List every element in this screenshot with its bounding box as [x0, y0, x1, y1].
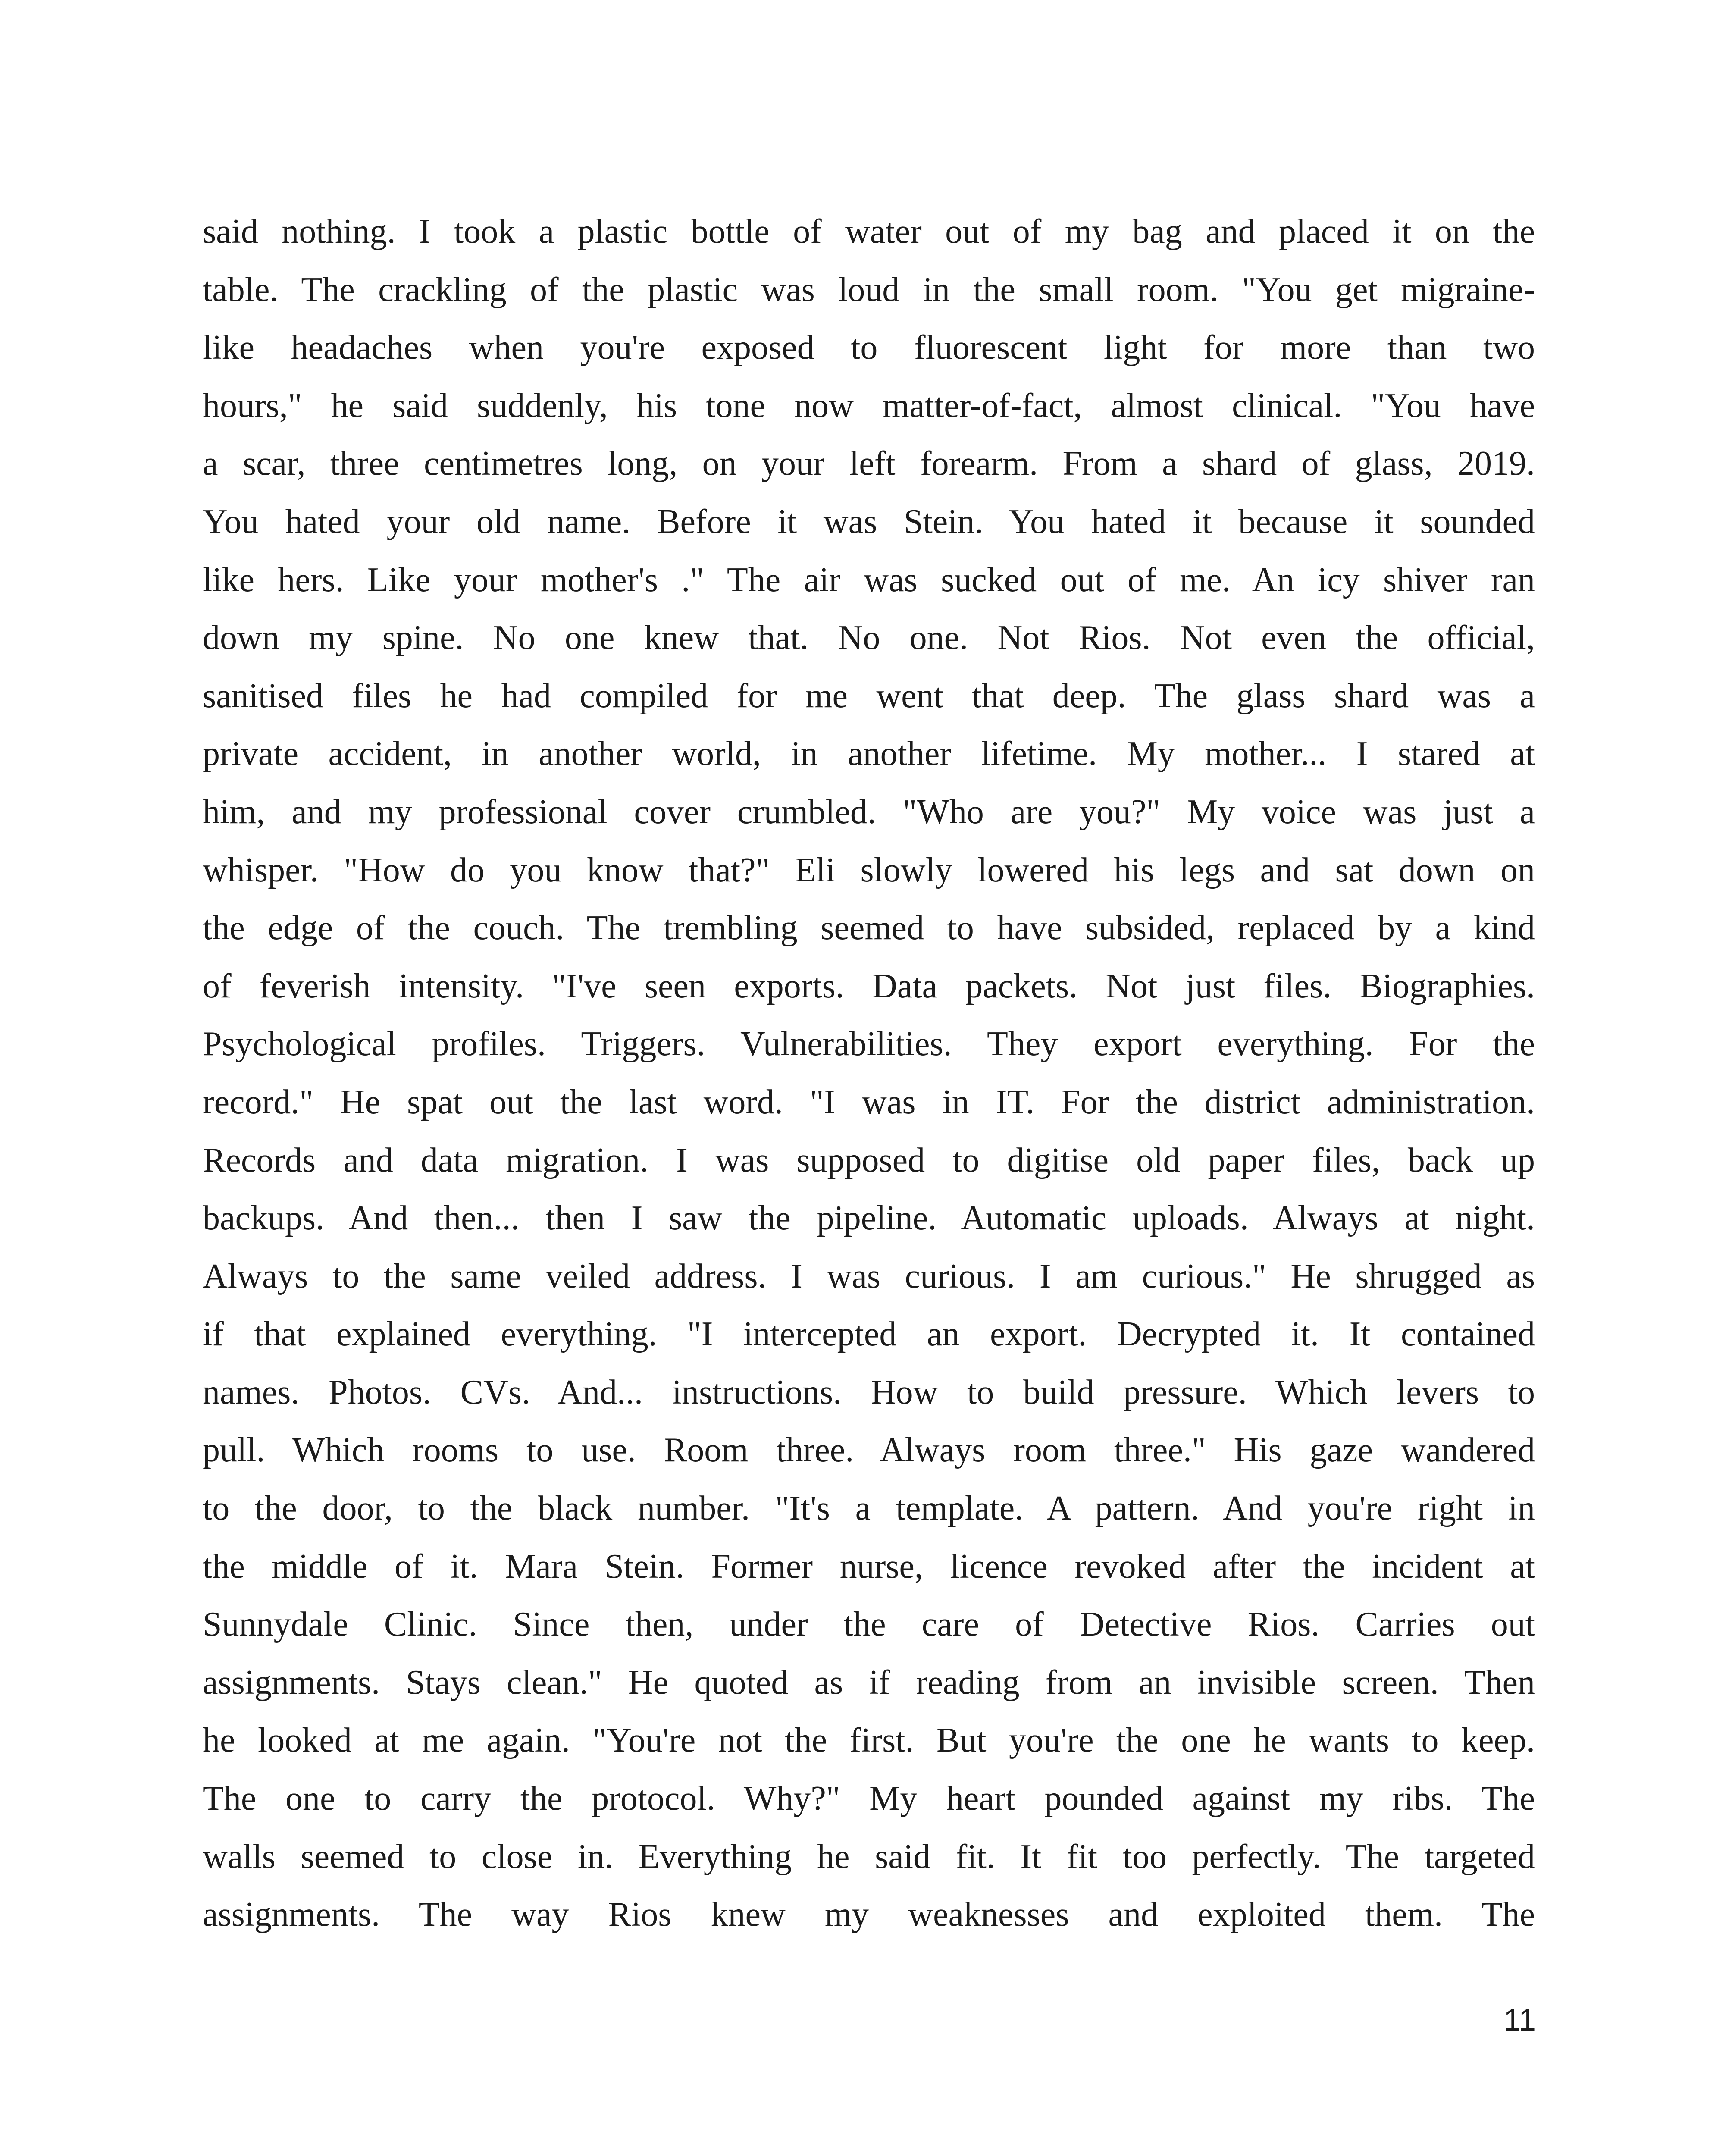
text-line: down my spine. No one knew that. No one. Not Rios. Not even the official, [203, 619, 1535, 657]
text-line: hours," he said suddenly, his tone now matter-of-fact, almost clinical. "You have [203, 386, 1535, 425]
text-line: Records and data migration. I was supposed to digitise old paper files, back up [203, 1141, 1535, 1179]
text-line: the middle of it. Mara Stein. Former nurse, licence revoked after the incident at [203, 1547, 1535, 1586]
page-number: 11 [1503, 2003, 1536, 2037]
text-line: private accident, in another world, in another lifetime. My mother... I stared at [203, 735, 1535, 773]
text-line: record." He spat out the last word. "I was in IT. For the district administration. [203, 1083, 1535, 1121]
text-line: assignments. Stays clean." He quoted as if reading from an invisible screen. Then [203, 1663, 1535, 1702]
text-line: Psychological profiles. Triggers. Vulnerabilities. They export everything. For the [203, 1025, 1535, 1063]
text-line: pull. Which rooms to use. Room three. Always room three." His gaze wandered [203, 1431, 1535, 1470]
text-line: table. The crackling of the plastic was loud in the small room. "You get migraine- [203, 270, 1535, 309]
text-line: assignments. The way Rios knew my weaknesses and exploited them. The [203, 1896, 1535, 1934]
text-line: the edge of the couch. The trembling seemed to have subsided, replaced by a kind [203, 909, 1535, 947]
text-line: him, and my professional cover crumbled. "Who are you?" My voice was just a [203, 793, 1535, 831]
text-line: The one to carry the protocol. Why?" My heart pounded against my ribs. The [203, 1780, 1535, 1818]
text-line: like hers. Like your mother's ." The air was sucked out of me. An icy shiver ran [203, 561, 1535, 599]
text-line: like headaches when you're exposed to fluorescent light for more than two [203, 329, 1535, 367]
text-line: of feverish intensity. "I've seen exports. Data packets. Not just files. Biographies. [203, 967, 1535, 1005]
text-line: a scar, three centimetres long, on your left forearm. From a shard of glass, 2019. [203, 445, 1535, 483]
text-line: You hated your old name. Before it was Stein. You hated it because it sounded [203, 502, 1535, 541]
text-line: to the door, to the black number. "It's a template. A pattern. And you're right in [203, 1489, 1535, 1528]
body-text [203, 203, 1535, 1944]
text-line: names. Photos. CVs. And... instructions. How to build pressure. Which levers to [203, 1373, 1535, 1411]
text-line: Always to the same veiled address. I was curious. I am curious." He shrugged as [203, 1257, 1535, 1295]
text-line: said nothing. I took a plastic bottle of water out of my bag and placed it on the [203, 213, 1535, 251]
text-line: sanitised files he had compiled for me went that deep. The glass shard was a [203, 677, 1535, 715]
text-line: walls seemed to close in. Everything he said fit. It fit too perfectly. The targeted [203, 1837, 1535, 1876]
text-line: if that explained everything. "I intercepted an export. Decrypted it. It contained [203, 1315, 1535, 1354]
text-line: Sunnydale Clinic. Since then, under the care of Detective Rios. Carries out [203, 1605, 1535, 1644]
text-line: whisper. "How do you know that?" Eli slowly lowered his legs and sat down on [203, 851, 1535, 889]
text-line: he looked at me again. "You're not the first. But you're the one he wants to keep. [203, 1721, 1535, 1760]
text-line: backups. And then... then I saw the pipeline. Automatic uploads. Always at night. [203, 1199, 1535, 1238]
